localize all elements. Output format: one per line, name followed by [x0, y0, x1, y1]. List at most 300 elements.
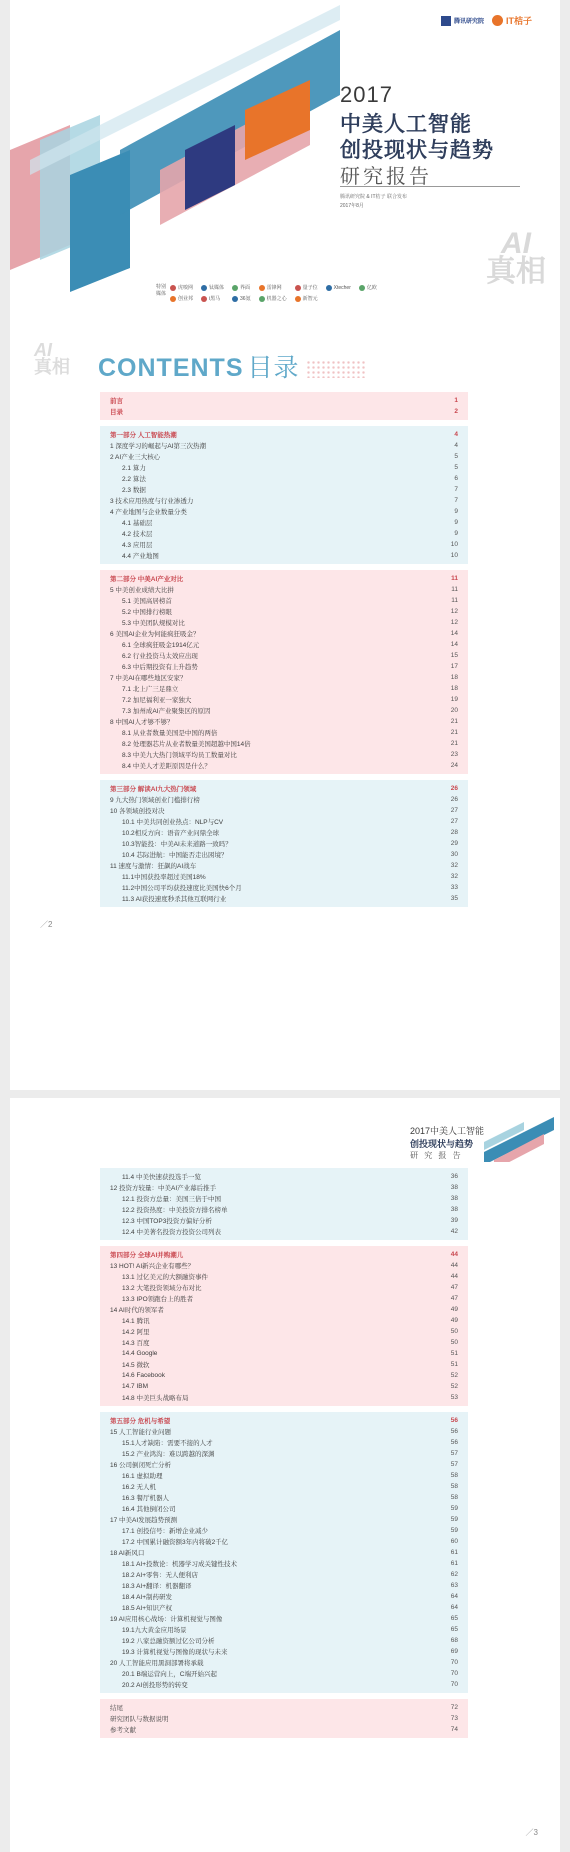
- toc-entry[interactable]: [110, 1613, 458, 1624]
- partner-logo: [170, 295, 193, 302]
- toc-entry-title: 8.1 从业者数量美国是中国的两倍: [122, 730, 218, 737]
- toc-entry[interactable]: [110, 1337, 458, 1348]
- toc-entry[interactable]: [110, 473, 458, 484]
- toc-entry-page: 14: [450, 641, 458, 648]
- toc-entry-page: 44: [450, 1273, 458, 1280]
- toc-entry[interactable]: [110, 1271, 458, 1282]
- toc-entry[interactable]: [110, 1282, 458, 1293]
- toc-entry[interactable]: [110, 1315, 458, 1326]
- toc-entry-title: 10 各领域创投对决: [110, 808, 165, 815]
- toc-entry-page: 20: [450, 707, 458, 714]
- toc-entry-title: 2 AI产业三大核心: [110, 454, 161, 461]
- header-title: 创投现状与趋势: [409, 1139, 473, 1149]
- toc-entry-title: 14 AI时代的领军者: [110, 1307, 164, 1314]
- toc-entry-page: 52: [450, 1372, 458, 1379]
- toc-entry-title: 8.2 处理器芯片从业者数量美国超越中国14倍: [122, 741, 251, 748]
- toc-entry-page: 59: [450, 1505, 458, 1512]
- cover-chevron-art: [10, 0, 340, 322]
- toc-entry-title: 17.1 创投信号：新增企业减少: [122, 1528, 208, 1535]
- toc-entry-page: 42: [450, 1228, 458, 1235]
- toc-part-heading[interactable]: [110, 395, 458, 406]
- toc-entry-page: 17: [450, 663, 458, 670]
- toc-entry-page: 11: [451, 597, 458, 604]
- toc-entry[interactable]: [110, 1215, 458, 1226]
- toc-entry-title: 17 中美AI发展趋势预测: [110, 1517, 178, 1524]
- toc-entry-page: 26: [450, 796, 458, 803]
- toc-entry-page: 36: [450, 1173, 458, 1180]
- toc-entry[interactable]: [110, 1370, 458, 1381]
- partner-mark-icon: [201, 285, 207, 291]
- toc-entry-title: 6.3 中后期投资有上升趋势: [122, 664, 198, 671]
- toc-entry-page: 21: [450, 729, 458, 736]
- toc-entry[interactable]: [110, 1503, 458, 1514]
- toc-section-block: [100, 1246, 468, 1406]
- toc-entry-page: 69: [450, 1648, 458, 1655]
- toc-entry-title: 12.3 中国TOP3投资方偏好分析: [122, 1218, 212, 1225]
- partner-logo: [295, 295, 318, 302]
- brand-row: [441, 14, 532, 27]
- toc-entry-title: 18 AI新风口: [110, 1550, 145, 1557]
- toc-entry[interactable]: [110, 749, 458, 760]
- toc-entry[interactable]: [110, 1348, 458, 1359]
- toc-entry-title: 10.3智能投：中美AI未来道路一致吗？: [122, 841, 232, 848]
- cover-subtitle: 研究报告: [340, 166, 432, 188]
- toc-entry-title: 17.2 中国累计融资额3年内将破2千亿: [122, 1539, 229, 1546]
- toc-entry-page: 64: [450, 1593, 458, 1600]
- toc-entry-page: 14: [450, 630, 458, 637]
- toc-entry[interactable]: [110, 1635, 458, 1646]
- toc-entry[interactable]: [110, 628, 458, 639]
- toc-entry[interactable]: [110, 683, 458, 694]
- toc-entry-page: 38: [450, 1195, 458, 1202]
- toc-entry-page: 19: [450, 696, 458, 703]
- toc-entry-page: 38: [450, 1184, 458, 1191]
- toc-entry-title: 20.1 B端运营向上，C端开始兴起: [122, 1671, 217, 1678]
- toc-entry-title: 10.2相反方向：语音产业问鼎全球: [122, 830, 220, 837]
- header-subtitle: 研 究 报 告: [409, 1151, 463, 1160]
- partner-mark-icon: [232, 285, 238, 291]
- toc-entry-title: 7 中美AI在哪些地区安家？: [110, 675, 187, 682]
- toc-entry-page: 5: [454, 464, 458, 471]
- toc-entry-title: 11.1中国获投率超过美国18%: [122, 874, 206, 881]
- toc-entry-title: 6.2 行业投资马太效应出现: [122, 653, 198, 660]
- toc-entry[interactable]: [110, 1569, 458, 1580]
- toc-entry[interactable]: [110, 794, 458, 805]
- toc-entry[interactable]: [110, 1514, 458, 1525]
- toc-entry[interactable]: [110, 1448, 458, 1459]
- partner-mark-icon: [170, 285, 176, 291]
- toc-entry[interactable]: [110, 606, 458, 617]
- toc-section-block: [100, 392, 468, 420]
- toc-entry-page: 28: [450, 829, 458, 836]
- toc-entry-page: 33: [450, 884, 458, 891]
- toc-entry-title: 14.1 腾讯: [122, 1318, 150, 1325]
- toc-entry-title: 18.1 AI+投数论：机器学习成关键性技术: [122, 1561, 238, 1568]
- page-number-3: 3: [533, 1828, 538, 1837]
- toc-entry-page: 5: [454, 453, 458, 460]
- toc-entry[interactable]: [110, 1193, 458, 1204]
- tencent-research-name: 腾讯研究院: [453, 19, 484, 25]
- toc-entry-page: 57: [450, 1450, 458, 1457]
- toc-entry[interactable]: [110, 1171, 458, 1182]
- toc-entry[interactable]: [110, 1713, 458, 1724]
- toc-section-block: [100, 426, 468, 564]
- toc-entry[interactable]: [110, 1437, 458, 1448]
- toc-entry-title: 12 投资方较量：中美AI产业幕后推手: [110, 1185, 217, 1192]
- toc-entry-title: 14.7 IBM: [122, 1383, 149, 1390]
- toc-entry[interactable]: [110, 1182, 458, 1193]
- toc-entry-page: 58: [450, 1483, 458, 1490]
- toc-entry[interactable]: [110, 716, 458, 727]
- partner-mark-icon: [326, 285, 332, 291]
- toc-entry-page: 10: [450, 541, 458, 548]
- partner-mark-icon: [232, 296, 238, 302]
- toc-entry-title: 11.2中国公司平均获投速度比美国快6个月: [122, 885, 242, 892]
- page-number-left: ／2: [40, 920, 53, 929]
- toc-entry-page: 50: [450, 1339, 458, 1346]
- header-chevron-art: [484, 1112, 554, 1162]
- partner-logo: [201, 295, 224, 302]
- toc-entry-page: 70: [450, 1681, 458, 1688]
- toc-entry-page: 73: [450, 1715, 458, 1722]
- tencent-logo-icon: [441, 16, 451, 26]
- toc-entry-page: 50: [450, 1328, 458, 1335]
- toc-entry[interactable]: [110, 805, 458, 816]
- toc-entry[interactable]: [110, 1580, 458, 1591]
- toc-entry-title: 14.8 中美巨头战略布局: [122, 1395, 189, 1402]
- toc-entry[interactable]: [110, 738, 458, 749]
- toc-entry-title: 18.3 AI+翻译：机器翻译: [122, 1583, 192, 1590]
- toc-entry[interactable]: [110, 1359, 458, 1370]
- toc-entry[interactable]: [110, 661, 458, 672]
- toc-entry-title: 10.1 中美共同创业热点：NLP与CV: [122, 819, 224, 826]
- toc-entry-title: 12.2 投资热度：中美投资方排名榜单: [122, 1207, 228, 1214]
- toc-entry[interactable]: [110, 639, 458, 650]
- toc-entry-title: 6.1 全球疯狂吸金1914亿元: [122, 642, 200, 649]
- ai-truth-watermark-small: [34, 342, 70, 376]
- toc-entry[interactable]: [110, 617, 458, 628]
- toc-entry[interactable]: [110, 650, 458, 661]
- toc-entry-page: 18: [450, 674, 458, 681]
- header-year-title: 2017中美人工智能: [409, 1126, 484, 1136]
- partner-mark-icon: [170, 296, 176, 302]
- toc-entry-title: 4.3 应用层: [122, 542, 153, 549]
- toc-entry[interactable]: [110, 528, 458, 539]
- toc-entry-page: 65: [450, 1626, 458, 1633]
- toc-entry[interactable]: [110, 1381, 458, 1392]
- toc-entry-page: 11: [451, 575, 458, 582]
- toc-entry-title: 研究团队与数据说明: [110, 1716, 169, 1723]
- partner-mark-icon: [201, 296, 207, 302]
- toc-entry[interactable]: [110, 860, 458, 871]
- toc-entry-title: 5.3 中美团队规模对比: [122, 620, 185, 627]
- toc-entry-title: 5.2 中国排行榜眼: [122, 609, 172, 616]
- toc-entry[interactable]: [110, 1492, 458, 1503]
- toc-entry-title: 8.4 中美人才差距原因是什么？: [122, 763, 211, 770]
- toc-entry-page: 47: [450, 1284, 458, 1291]
- toc-entry[interactable]: [110, 495, 458, 506]
- toc-entry-title: 5.1 美国高居榜首: [122, 598, 172, 605]
- toc-entry[interactable]: [110, 672, 458, 683]
- toc-entry[interactable]: [110, 1702, 458, 1713]
- toc-entry-page: 15: [450, 652, 458, 659]
- partner-name: 界面: [240, 285, 251, 291]
- page-number-right: ／3: [525, 1828, 538, 1837]
- toc-entry[interactable]: [110, 827, 458, 838]
- toc-entry[interactable]: [110, 1525, 458, 1536]
- toc-entry-title: 19 AI应用核心战场：计算机视觉与图像: [110, 1616, 223, 1623]
- toc-entry-title: 15.2 产业鸿沟：难以跨越的深渊: [122, 1451, 215, 1458]
- toc-entry-title: 目录: [110, 409, 123, 416]
- toc-entry[interactable]: [110, 506, 458, 517]
- toc-entry[interactable]: [110, 451, 458, 462]
- toc-entry-title: 4.4 产业地图: [122, 553, 159, 560]
- toc-entry-page: 49: [450, 1317, 458, 1324]
- cover-divider: [340, 186, 520, 187]
- toc-entry[interactable]: [110, 1204, 458, 1215]
- toc-entry[interactable]: [110, 1724, 458, 1735]
- contents-heading: [98, 348, 366, 384]
- partner-name: 量子位: [302, 285, 318, 291]
- toc-entry-page: 44: [450, 1251, 458, 1258]
- toc-entry[interactable]: [110, 1293, 458, 1304]
- toc-entry-page: 59: [450, 1527, 458, 1534]
- toc-entry[interactable]: [110, 462, 458, 473]
- toc-entry-title: 3 技术应用热度与行业渗透力: [110, 498, 194, 505]
- toc-page-2: [10, 1098, 560, 1852]
- partner-mark-icon: [359, 285, 365, 291]
- toc-entry-page: 12: [450, 608, 458, 615]
- toc-entry[interactable]: [110, 1668, 458, 1679]
- toc-entry-title: 12.1 投资方总量：美国三倍于中国: [122, 1196, 221, 1203]
- partner-logo: [232, 295, 251, 302]
- toc-entry[interactable]: [110, 871, 458, 882]
- partner-mark-icon: [295, 296, 301, 302]
- partner-name: i黑马: [209, 296, 221, 302]
- toc-entry[interactable]: [110, 1260, 458, 1271]
- toc-entry[interactable]: [110, 849, 458, 860]
- report-cover: [10, 0, 560, 323]
- toc-entry-page: 26: [450, 785, 458, 792]
- toc-entry[interactable]: [110, 893, 458, 904]
- toc-entry-page: 21: [450, 740, 458, 747]
- toc-entry[interactable]: [110, 1426, 458, 1437]
- toc-entry[interactable]: [110, 1657, 458, 1668]
- toc-entry[interactable]: [110, 550, 458, 561]
- toc-part-heading[interactable]: [110, 406, 458, 417]
- toc-entry-page: 6: [454, 475, 458, 482]
- itjuzi-logo: [492, 14, 532, 27]
- toc-entry-page: 63: [450, 1582, 458, 1589]
- partner-name: 雷锋网: [266, 285, 282, 291]
- toc-part-heading[interactable]: [110, 783, 458, 794]
- partner-name: 虎嗅网: [178, 285, 194, 291]
- tencent-research-logo: [441, 16, 484, 26]
- toc-entry-title: 4.2 技术层: [122, 531, 153, 538]
- toc-entry[interactable]: [110, 484, 458, 495]
- toc-entry[interactable]: [110, 584, 458, 595]
- toc-entry-title: 19.2 八家总融资额过亿公司分析: [122, 1638, 215, 1645]
- toc-entry-page: 11: [451, 586, 458, 593]
- toc-entry-page: 4: [454, 431, 458, 438]
- toc-entry[interactable]: [110, 595, 458, 606]
- toc-entry-page: 61: [450, 1549, 458, 1556]
- toc-entry[interactable]: [110, 727, 458, 738]
- toc-entry-title: 16.4 其他倒闭公司: [122, 1506, 176, 1513]
- toc-entry-page: 35: [450, 895, 458, 902]
- toc-entry-page: 21: [450, 718, 458, 725]
- toc-entry[interactable]: [110, 1481, 458, 1492]
- cover-publisher: 腾讯研究院 & IT桔子 联合发布: [340, 194, 407, 200]
- toc-entry-title: 12.4 中美著名投资方投资公司列表: [122, 1229, 221, 1236]
- ai-watermark-small-en: AI: [34, 340, 52, 360]
- toc-entry-page: 38: [450, 1206, 458, 1213]
- toc-entry-title: 11 速度与激情：狂飙的AI战车: [110, 863, 197, 870]
- toc-entry-title: 6 美国AI企业为何能疯狂吸金？: [110, 631, 200, 638]
- toc-entry[interactable]: [110, 1304, 458, 1315]
- toc-entry[interactable]: [110, 539, 458, 550]
- contents-heading-en: CONTENTS: [98, 354, 244, 382]
- toc-entry-page: 70: [450, 1659, 458, 1666]
- toc-entry-page: 58: [450, 1494, 458, 1501]
- toc-part-heading[interactable]: [110, 1249, 458, 1260]
- cover-date: 2017年8月: [340, 203, 364, 209]
- toc-entry[interactable]: [110, 1558, 458, 1569]
- toc-entry-page: 51: [450, 1350, 458, 1357]
- toc-entry-title: 7.3 加州成AI产业聚集区的原因: [122, 708, 211, 715]
- toc-entry-title: 14.2 阿里: [122, 1329, 150, 1336]
- toc-entry-title: 8.3 中美九大热门领域平均员工数量对比: [122, 752, 237, 759]
- toc-entry-title: 20.2 AI创投形势的转变: [122, 1682, 188, 1689]
- toc-entry[interactable]: [110, 1602, 458, 1613]
- toc-part-heading[interactable]: [110, 429, 458, 440]
- toc-entry-title: 18.5 AI+知识产权: [122, 1605, 173, 1612]
- ai-watermark-zh: 真相: [486, 255, 546, 288]
- partner-name: 亿欧: [366, 285, 377, 291]
- toc-section-block: [100, 1699, 468, 1738]
- toc-entry-page: 12: [450, 619, 458, 626]
- toc-entry-page: 65: [450, 1615, 458, 1622]
- toc-entry-title: 8 中国AI人才够不够？: [110, 719, 174, 726]
- toc-entry-page: 53: [450, 1394, 458, 1401]
- cover-year: 2017: [340, 82, 393, 107]
- ai-truth-watermark: [486, 227, 546, 288]
- toc-entry-title: 16.1 虚拟助理: [122, 1473, 163, 1480]
- toc-entry-page: 56: [450, 1428, 458, 1435]
- toc-entry-title: 18.4 AI+制药研发: [122, 1594, 173, 1601]
- toc-section-block: [100, 1168, 468, 1240]
- toc-entry[interactable]: [110, 1536, 458, 1547]
- partner-logo: [170, 284, 193, 291]
- toc-entry[interactable]: [110, 694, 458, 705]
- toc-entry-page: 60: [450, 1538, 458, 1545]
- toc-entry[interactable]: [110, 1459, 458, 1470]
- running-header: [410, 1124, 484, 1161]
- partner-mark-icon: [259, 285, 265, 291]
- toc-entry[interactable]: [110, 1392, 458, 1403]
- toc-entry[interactable]: [110, 1591, 458, 1602]
- toc-entry-page: 30: [450, 851, 458, 858]
- toc-entry[interactable]: [110, 1679, 458, 1690]
- toc-entry-title: 13.1 过亿美元的大额融资事件: [122, 1274, 208, 1281]
- toc-entry-page: 9: [454, 530, 458, 537]
- partner-logo: [259, 284, 287, 291]
- dot-pattern-decoration: [306, 360, 366, 378]
- toc-entry[interactable]: [110, 1470, 458, 1481]
- toc-entry-title: 20 人工智能应用黑洞部署将承载: [110, 1660, 204, 1667]
- toc-entry-title: 13.2 大笔投资领域分布对比: [122, 1285, 202, 1292]
- toc-entry-title: 19.1九大黄金应用场景: [122, 1627, 187, 1634]
- toc-entry-page: 61: [450, 1560, 458, 1567]
- toc-section-block: [100, 780, 468, 907]
- toc-entry-page: 29: [450, 840, 458, 847]
- toc-entry-title: 4 产业地图与企业数量分类: [110, 509, 187, 516]
- toc-entry-title: 16 公司倒闭死亡分析: [110, 1462, 172, 1469]
- toc-entry-page: 44: [450, 1262, 458, 1269]
- toc-entry[interactable]: [110, 1326, 458, 1337]
- toc-entry-title: 7.2 加尼福利亚一家独大: [122, 697, 192, 704]
- partner-mark-icon: [259, 296, 265, 302]
- toc-entry-page: 27: [450, 807, 458, 814]
- partner-name: 创业邦: [178, 296, 194, 302]
- toc-entry[interactable]: [110, 440, 458, 451]
- toc-entry-page: 10: [450, 552, 458, 559]
- contents-heading-zh: 目录: [247, 354, 300, 382]
- ai-watermark-small-zh: 真相: [34, 357, 70, 377]
- toc-entry-page: 70: [450, 1670, 458, 1677]
- toc-entry[interactable]: [110, 517, 458, 528]
- toc-entry[interactable]: [110, 1226, 458, 1237]
- toc-entry-page: 64: [450, 1604, 458, 1611]
- toc-entry-page: 56: [450, 1439, 458, 1446]
- toc-entry-title: 第二部分 中美AI产业对比: [110, 576, 184, 583]
- toc-entry-title: 前言: [110, 398, 123, 405]
- toc-entry-page: 56: [450, 1417, 458, 1424]
- toc-entry[interactable]: [110, 1624, 458, 1635]
- toc-entry[interactable]: [110, 1646, 458, 1657]
- toc-part-heading[interactable]: [110, 573, 458, 584]
- toc-entry-title: 14.4 Google: [122, 1350, 158, 1357]
- toc-entry[interactable]: [110, 705, 458, 716]
- toc-part-heading[interactable]: [110, 1415, 458, 1426]
- toc-entry-page: 49: [450, 1306, 458, 1313]
- toc-entry-title: 第四部分 全球AI并购潮儿: [110, 1252, 184, 1259]
- toc-entry-title: 18.2 AI+零售：无人便利店: [122, 1572, 199, 1579]
- toc-entry-page: 68: [450, 1637, 458, 1644]
- toc-entry-page: 47: [450, 1295, 458, 1302]
- toc-entry-page: 7: [454, 486, 458, 493]
- toc-entry-title: 结尾: [110, 1705, 123, 1712]
- toc-entry-title: 10.4 芯际进航：中国能否走出困境？: [122, 852, 228, 859]
- toc-entry-title: 2.3 数据: [122, 487, 146, 494]
- toc-entry-title: 15 人工智能行业问题: [110, 1429, 172, 1436]
- toc-entry-page: 24: [450, 762, 458, 769]
- partner-name: 新智元: [302, 296, 318, 302]
- toc-entry[interactable]: [110, 838, 458, 849]
- toc-entry[interactable]: [110, 816, 458, 827]
- toc-entry-page: 7: [454, 497, 458, 504]
- toc-entry[interactable]: [110, 882, 458, 893]
- toc-entry[interactable]: [110, 1547, 458, 1558]
- toc-entry-page: 58: [450, 1472, 458, 1479]
- toc-entry-page: 23: [450, 751, 458, 758]
- media-partners: [170, 284, 377, 302]
- itjuzi-name: IT桔子: [506, 16, 532, 26]
- partner-name: 36氪: [240, 296, 251, 302]
- partner-logo: [232, 284, 251, 291]
- toc-entry-title: 第一部分 人工智能热潮: [110, 432, 177, 439]
- toc-entry[interactable]: [110, 760, 458, 771]
